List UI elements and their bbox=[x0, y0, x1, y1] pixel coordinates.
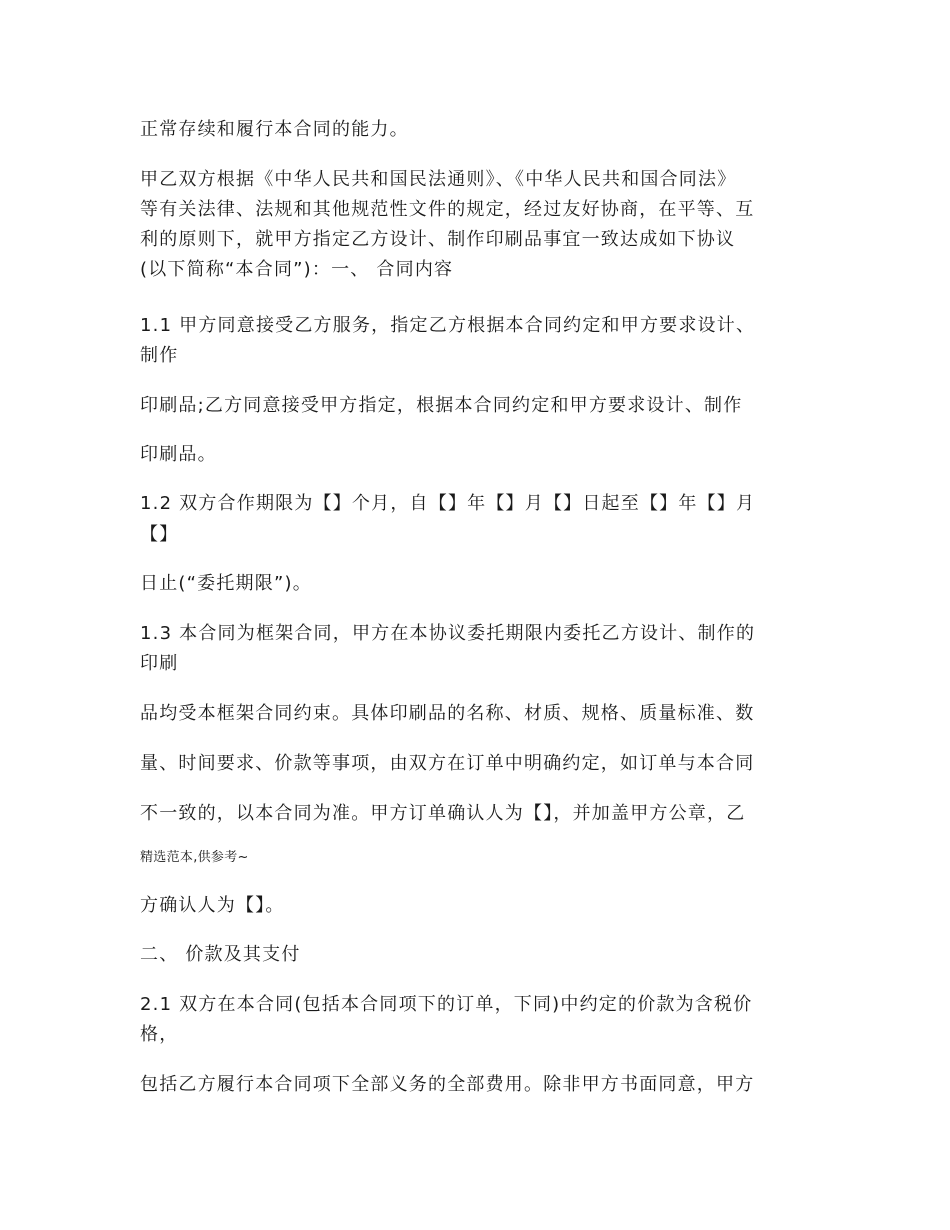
text-line: 甲乙双方根据《中华人民共和国民法通则》、《中华人民共和国合同法》 bbox=[140, 169, 737, 190]
text-line: 利的原则下，就甲方指定乙方设计、制作印刷品事宜一致达成如下协议 bbox=[140, 229, 736, 250]
text-line: 1.2 双方合作期限为【】个月，自【】年【】月【】日起至【】年【】月 bbox=[140, 493, 756, 514]
text-line: 不一致的，以本合同为准。甲方订单确认人为【】，并加盖甲方公章，乙 bbox=[140, 803, 746, 824]
text-line: 方确认人为【】。 bbox=[140, 895, 285, 916]
text-line: 等有关法律、法规和其他规范性文件的规定，经过友好协商，在平等、互 bbox=[140, 199, 755, 220]
text-line: 格， bbox=[140, 1024, 179, 1045]
footer-note: 精选范本,供参考~ bbox=[140, 850, 249, 865]
text-line: 【】 bbox=[140, 524, 179, 545]
text-line: 印刷品;乙方同意接受甲方指定，根据本合同约定和甲方要求设计、制作 bbox=[140, 395, 743, 416]
text-line: (以下简称“本合同”)：一、 合同内容 bbox=[140, 259, 454, 280]
text-line: 正常存续和履行本合同的能力。 bbox=[140, 119, 409, 140]
text-line: 量、时间要求、价款等事项，由双方在订单中明确约定，如订单与本合同 bbox=[140, 753, 755, 774]
text-line: 1.3 本合同为框架合同，甲方在本协议委托期限内委托乙方设计、制作的 bbox=[140, 623, 756, 644]
section-heading: 二、 价款及其支付 bbox=[140, 944, 301, 965]
text-line: 品均受本框架合同约束。具体印刷品的名称、材质、规格、质量标准、数 bbox=[140, 703, 755, 724]
text-line: 包括乙方履行本合同项下全部义务的全部费用。除非甲方书面同意，甲方 bbox=[140, 1074, 755, 1095]
text-line: 1.1 甲方同意接受乙方服务，指定乙方根据本合同约定和甲方要求设计、 bbox=[140, 315, 756, 336]
text-line: 日止(“委托期限”)。 bbox=[140, 573, 312, 594]
text-line: 制作 bbox=[140, 345, 179, 366]
text-line: 印刷品。 bbox=[140, 444, 217, 465]
text-line: 2.1 双方在本合同(包括本合同项下的订单，下同)中约定的价款为含税价 bbox=[140, 994, 753, 1015]
text-line: 印刷 bbox=[140, 653, 179, 674]
